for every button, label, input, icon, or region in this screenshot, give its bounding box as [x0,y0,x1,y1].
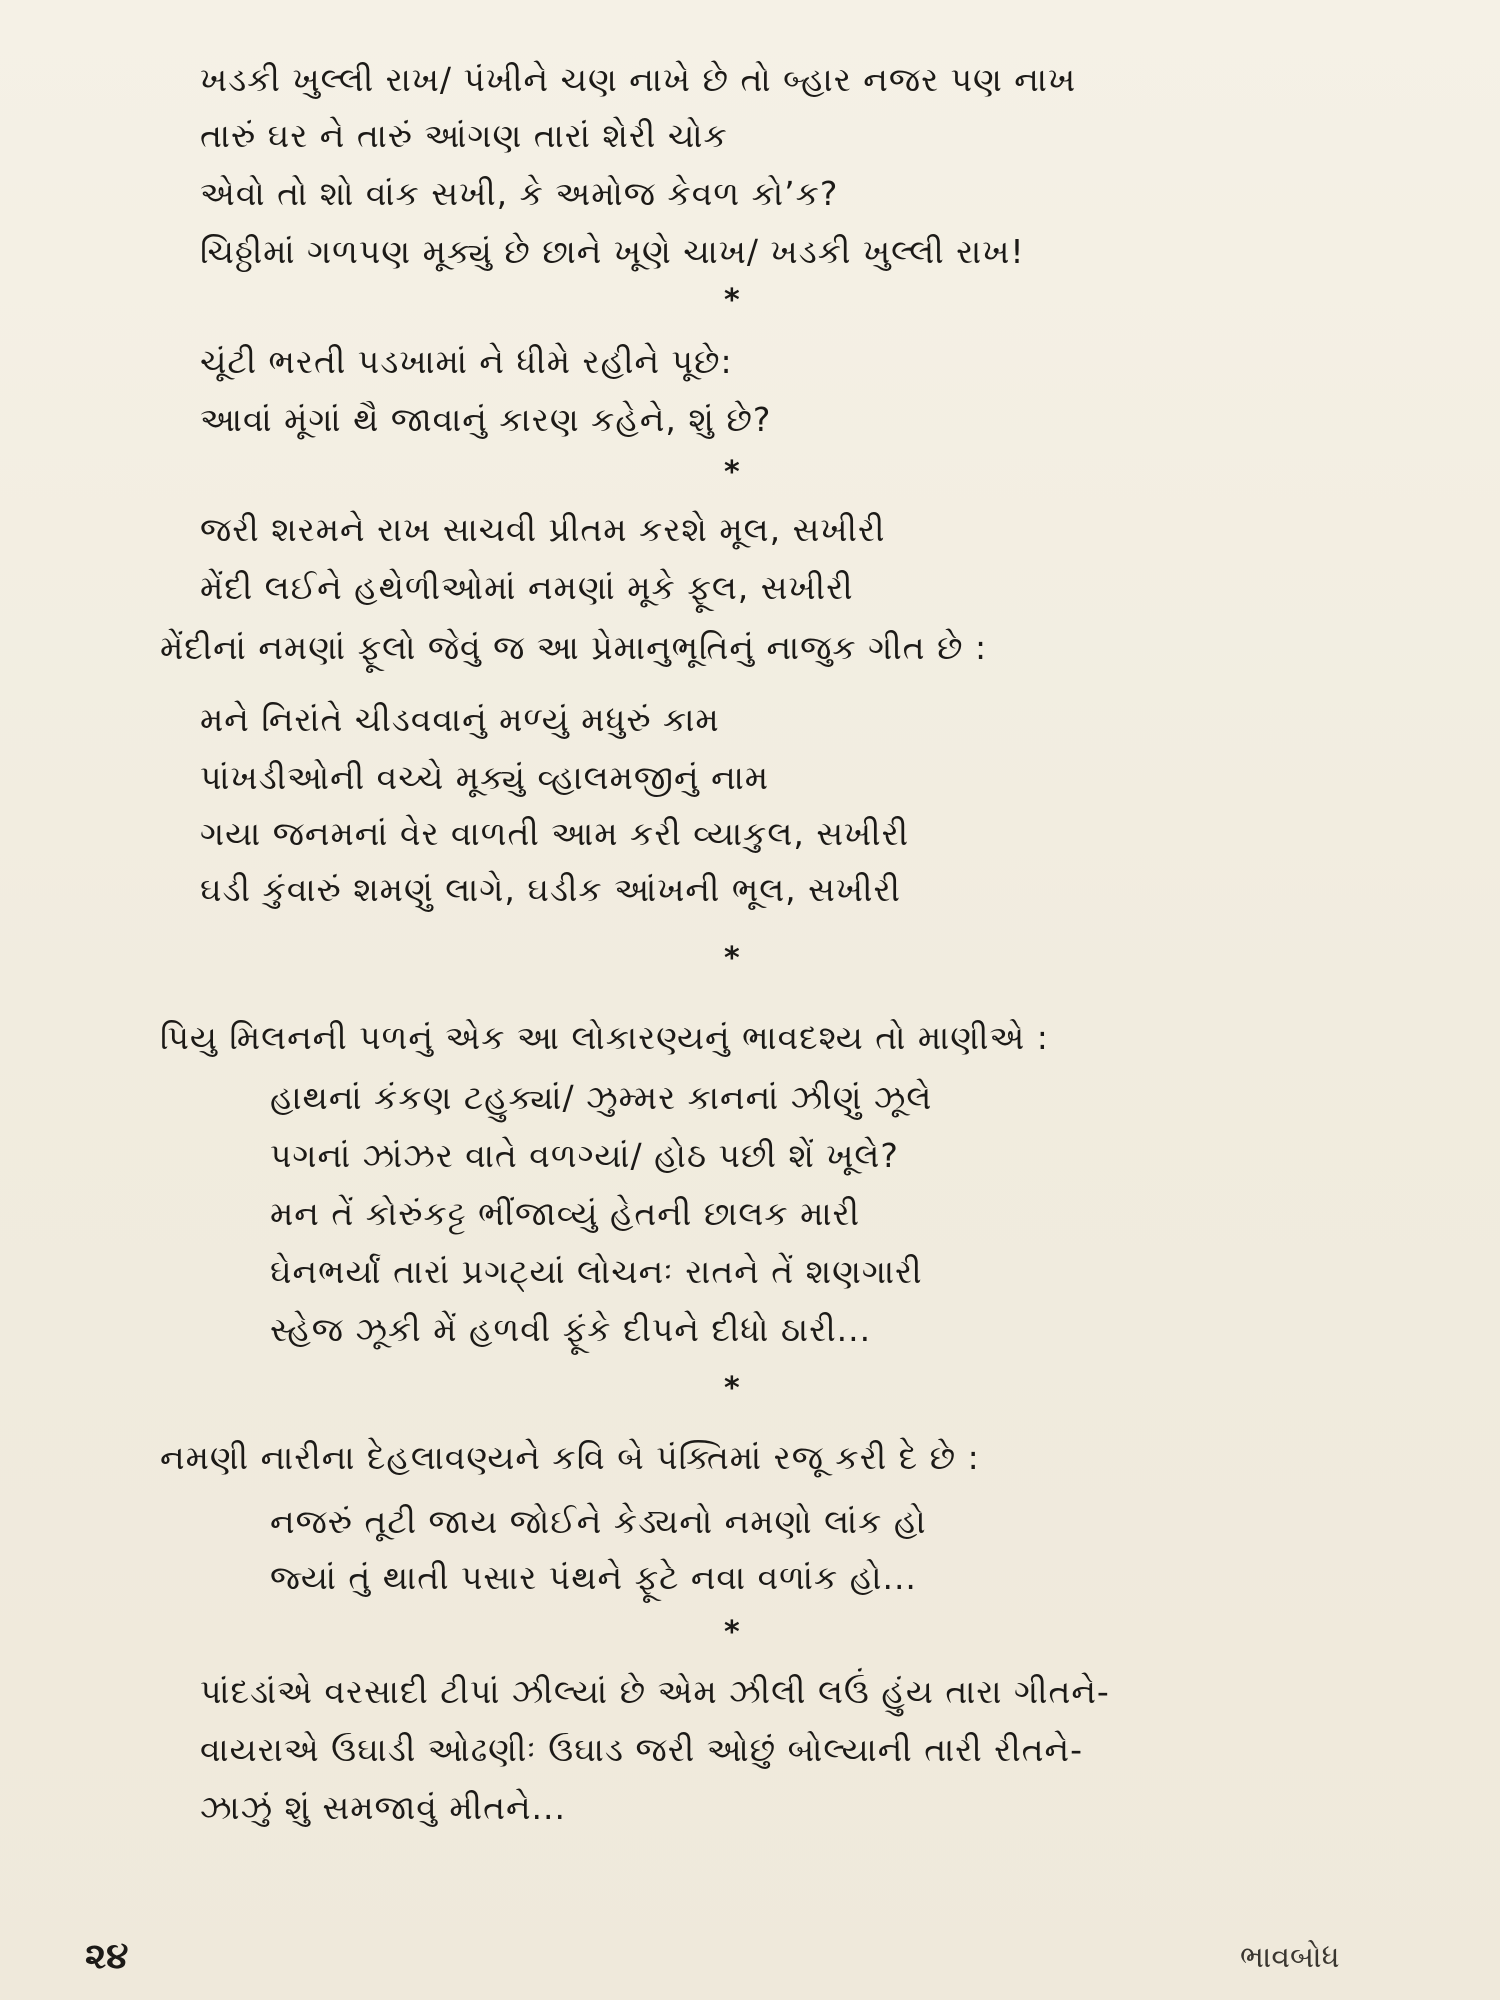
poem-line: ખડકી ખુલ્લી રાખ/ પંખીને ચણ નાખે છે તો બ્હાર નજર પણ નાખ [200,60,1077,99]
poem-line: ચિઠ્ઠીમાં ગળપણ મૂક્યું છે છાને ખૂણે ચાખ/ ખડકી ખુલ્લી રાખ! [200,232,1025,271]
poem-line: તારું ઘર ને તારું આંગણ તારાં શેરી ચોક [200,116,728,155]
page-number: ૨૪ [85,1936,129,1977]
poem-line: મને નિરાંતે ચીડવવાનું મળ્યું મધુરું કામ [200,700,720,739]
poem-line: ઘડી કુંવારું શમણું લાગે, ઘડીક આંખની ભૂલ, સખીરી [200,870,901,909]
prose-line: નમણી નારીના દેહલાવણ્યને કવિ બે પંક્તિમાં રજૂ કરી દે છે : [160,1438,980,1477]
poem-line: નજરું તૂટી જાય જોઈને કેડ્યનો નમણો લાંક હો [270,1502,927,1541]
poem-line: ગયા જનમનાં વેર વાળતી આમ કરી વ્યાકુલ, સખીરી [200,814,910,853]
poem-line: હાથનાં કંકણ ટહુક્યાં/ ઝુમ્મર કાનનાં ઝીણું ઝૂલે [270,1078,933,1117]
poem-line: સ્હેજ ઝૂકી મેં હળવી ફૂંકે દીપને દીધો ઠારી... [270,1310,872,1349]
section-separator: * [724,1615,740,1650]
poem-line: મન તેં કોરુંકટ્ટ ભીંજાવ્યું હેતની છાલક મારી [270,1194,861,1233]
section-separator: * [724,1371,740,1406]
poem-line: એવો તો શો વાંક સખી, કે અમોજ કેવળ કો’ક? [200,174,839,213]
section-separator: * [724,283,740,318]
prose-line: મેંદીનાં નમણાં ફૂલો જેવું જ આ પ્રેમાનુભૂતિનું નાજુક ગીત છે : [160,628,988,667]
book-title: ભાવબોધ [1240,1940,1340,1975]
poem-line: વાયરાએ ઉઘાડી ઓઢણીઃ ઉઘાડ જરી ઓછું બોલ્યાની તારી રીતને- [200,1730,1084,1769]
section-separator: * [724,941,740,976]
poem-line: જરી શરમને રાખ સાચવી પ્રીતમ કરશે મૂલ, સખીરી [200,510,886,549]
section-separator: * [724,455,740,490]
poem-line: જ્યાં તું થાતી પસાર પંથને ફૂટે નવા વળાંક હો... [270,1558,917,1597]
poem-line: ઘેનભર્યાં તારાં પ્રગટ્યાં લોચનઃ રાતને તેં શણગારી [270,1252,923,1291]
poem-line: પગનાં ઝાંઝર વાતે વળગ્યાં/ હોઠ પછી શેં ખૂલે? [270,1136,899,1175]
poem-line: આવાં મૂંગાં થૈ જાવાનું કારણ કહેને, શું છે? [200,400,772,439]
poem-line: ઝાઝું શું સમજાવું મીતને... [200,1788,567,1827]
poem-line: પાંદડાંએ વરસાદી ટીપાં ઝીલ્યાં છે એમ ઝીલી લઉં હુંય તારા ગીતને- [200,1672,1110,1711]
poem-line: મેંદી લઈને હથેળીઓમાં નમણાં મૂકે ફૂલ, સખીરી [200,568,854,607]
poem-line: પાંખડીઓની વચ્ચે મૂક્યું વ્હાલમજીનું નામ [200,758,770,797]
prose-line: પિયુ મિલનની પળનું એક આ લોકારણ્યનું ભાવદશ્ય તો માણીએ : [160,1018,1049,1057]
poem-line: ચૂંટી ભરતી પડખામાં ને ધીમે રહીને પૂછે: [200,342,733,381]
